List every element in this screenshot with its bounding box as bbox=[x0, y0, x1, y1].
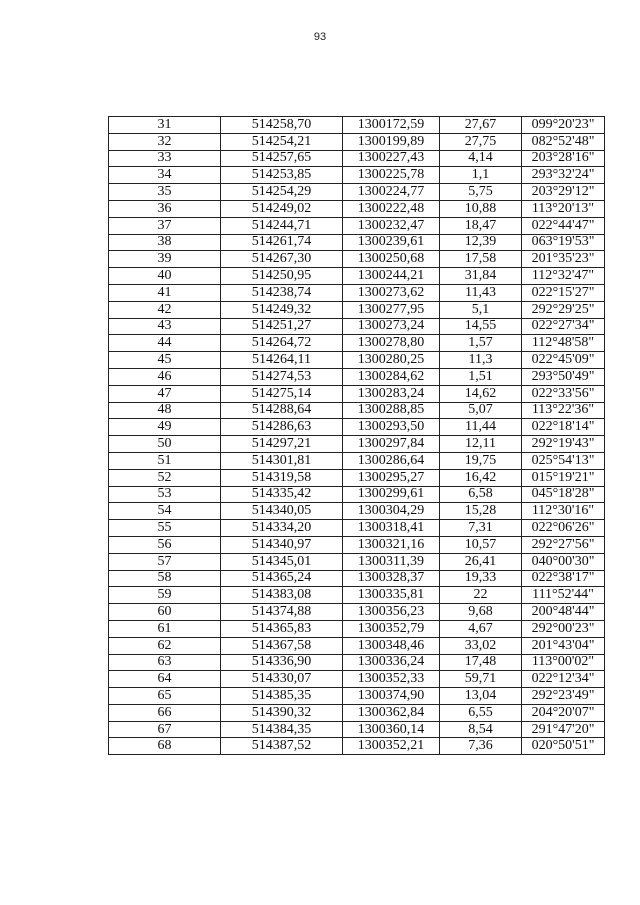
length-cell: 7,31 bbox=[440, 520, 522, 537]
length-cell: 9,68 bbox=[440, 604, 522, 621]
point-number-cell: 39 bbox=[109, 251, 221, 268]
y-coordinate-cell: 1300336,24 bbox=[343, 654, 440, 671]
direction-angle-cell: 292°19'43" bbox=[522, 436, 605, 453]
length-cell: 18,47 bbox=[440, 217, 522, 234]
y-coordinate-cell: 1300374,90 bbox=[343, 688, 440, 705]
table-row bbox=[109, 402, 605, 419]
y-coordinate-cell: 1300283,24 bbox=[343, 385, 440, 402]
point-number-cell: 40 bbox=[109, 268, 221, 285]
length-cell: 17,58 bbox=[440, 251, 522, 268]
point-number-cell: 56 bbox=[109, 536, 221, 553]
x-coordinate-cell: 514264,11 bbox=[221, 352, 343, 369]
point-number-cell: 37 bbox=[109, 217, 221, 234]
table-row bbox=[109, 352, 605, 369]
x-coordinate-cell: 514288,64 bbox=[221, 402, 343, 419]
y-coordinate-cell: 1300352,79 bbox=[343, 620, 440, 637]
table-row bbox=[109, 688, 605, 705]
x-coordinate-cell: 514374,88 bbox=[221, 604, 343, 621]
direction-angle-cell: 203°29'12" bbox=[522, 184, 605, 201]
length-cell: 11,43 bbox=[440, 284, 522, 301]
table-row bbox=[109, 436, 605, 453]
direction-angle-cell: 292°00'23" bbox=[522, 620, 605, 637]
table-row bbox=[109, 536, 605, 553]
x-coordinate-cell: 514330,07 bbox=[221, 671, 343, 688]
x-coordinate-cell: 514340,97 bbox=[221, 536, 343, 553]
point-number-cell: 51 bbox=[109, 452, 221, 469]
page-number: 93 bbox=[313, 31, 327, 43]
direction-angle-cell: 082°52'48" bbox=[522, 133, 605, 150]
direction-angle-cell: 022°27'34" bbox=[522, 318, 605, 335]
point-number-cell: 38 bbox=[109, 234, 221, 251]
coordinates-table bbox=[108, 116, 605, 755]
length-cell: 15,28 bbox=[440, 503, 522, 520]
x-coordinate-cell: 514250,95 bbox=[221, 268, 343, 285]
y-coordinate-cell: 1300328,37 bbox=[343, 570, 440, 587]
point-number-cell: 44 bbox=[109, 335, 221, 352]
direction-angle-cell: 022°44'47" bbox=[522, 217, 605, 234]
table-row bbox=[109, 570, 605, 587]
point-number-cell: 34 bbox=[109, 167, 221, 184]
direction-angle-cell: 293°50'49" bbox=[522, 368, 605, 385]
x-coordinate-cell: 514383,08 bbox=[221, 587, 343, 604]
coordinates-table-body bbox=[109, 117, 605, 755]
point-number-cell: 45 bbox=[109, 352, 221, 369]
length-cell: 16,42 bbox=[440, 469, 522, 486]
table-row bbox=[109, 469, 605, 486]
direction-angle-cell: 112°48'58" bbox=[522, 335, 605, 352]
x-coordinate-cell: 514334,20 bbox=[221, 520, 343, 537]
y-coordinate-cell: 1300199,89 bbox=[343, 133, 440, 150]
y-coordinate-cell: 1300224,77 bbox=[343, 184, 440, 201]
y-coordinate-cell: 1300299,61 bbox=[343, 486, 440, 503]
y-coordinate-cell: 1300244,21 bbox=[343, 268, 440, 285]
direction-angle-cell: 292°29'25" bbox=[522, 301, 605, 318]
y-coordinate-cell: 1300225,78 bbox=[343, 167, 440, 184]
table-row bbox=[109, 721, 605, 738]
table-row bbox=[109, 234, 605, 251]
x-coordinate-cell: 514257,65 bbox=[221, 150, 343, 167]
x-coordinate-cell: 514251,27 bbox=[221, 318, 343, 335]
direction-angle-cell: 200°48'44" bbox=[522, 604, 605, 621]
point-number-cell: 66 bbox=[109, 704, 221, 721]
direction-angle-cell: 022°12'34" bbox=[522, 671, 605, 688]
direction-angle-cell: 022°18'14" bbox=[522, 419, 605, 436]
point-number-cell: 46 bbox=[109, 368, 221, 385]
y-coordinate-cell: 1300295,27 bbox=[343, 469, 440, 486]
length-cell: 4,67 bbox=[440, 620, 522, 637]
table-row bbox=[109, 637, 605, 654]
length-cell: 13,04 bbox=[440, 688, 522, 705]
length-cell: 1,1 bbox=[440, 167, 522, 184]
y-coordinate-cell: 1300311,39 bbox=[343, 553, 440, 570]
y-coordinate-cell: 1300348,46 bbox=[343, 637, 440, 654]
x-coordinate-cell: 514249,32 bbox=[221, 301, 343, 318]
table-row bbox=[109, 251, 605, 268]
x-coordinate-cell: 514249,02 bbox=[221, 200, 343, 217]
point-number-cell: 35 bbox=[109, 184, 221, 201]
table-row bbox=[109, 604, 605, 621]
length-cell: 19,33 bbox=[440, 570, 522, 587]
x-coordinate-cell: 514335,42 bbox=[221, 486, 343, 503]
y-coordinate-cell: 1300227,43 bbox=[343, 150, 440, 167]
direction-angle-cell: 111°52'44" bbox=[522, 587, 605, 604]
point-number-cell: 58 bbox=[109, 570, 221, 587]
length-cell: 4,14 bbox=[440, 150, 522, 167]
direction-angle-cell: 204°20'07" bbox=[522, 704, 605, 721]
table-row bbox=[109, 553, 605, 570]
length-cell: 59,71 bbox=[440, 671, 522, 688]
direction-angle-cell: 113°22'36" bbox=[522, 402, 605, 419]
direction-angle-cell: 022°45'09" bbox=[522, 352, 605, 369]
table-row bbox=[109, 587, 605, 604]
point-number-cell: 33 bbox=[109, 150, 221, 167]
x-coordinate-cell: 514244,71 bbox=[221, 217, 343, 234]
table-row bbox=[109, 671, 605, 688]
x-coordinate-cell: 514238,74 bbox=[221, 284, 343, 301]
point-number-cell: 48 bbox=[109, 402, 221, 419]
length-cell: 11,3 bbox=[440, 352, 522, 369]
direction-angle-cell: 201°35'23" bbox=[522, 251, 605, 268]
y-coordinate-cell: 1300239,61 bbox=[343, 234, 440, 251]
y-coordinate-cell: 1300280,25 bbox=[343, 352, 440, 369]
y-coordinate-cell: 1300277,95 bbox=[343, 301, 440, 318]
length-cell: 5,1 bbox=[440, 301, 522, 318]
direction-angle-cell: 022°15'27" bbox=[522, 284, 605, 301]
length-cell: 12,39 bbox=[440, 234, 522, 251]
y-coordinate-cell: 1300278,80 bbox=[343, 335, 440, 352]
length-cell: 22 bbox=[440, 587, 522, 604]
length-cell: 33,02 bbox=[440, 637, 522, 654]
table-row bbox=[109, 452, 605, 469]
y-coordinate-cell: 1300362,84 bbox=[343, 704, 440, 721]
y-coordinate-cell: 1300293,50 bbox=[343, 419, 440, 436]
y-coordinate-cell: 1300352,33 bbox=[343, 671, 440, 688]
y-coordinate-cell: 1300232,47 bbox=[343, 217, 440, 234]
x-coordinate-cell: 514365,24 bbox=[221, 570, 343, 587]
point-number-cell: 42 bbox=[109, 301, 221, 318]
table-row bbox=[109, 503, 605, 520]
table-row bbox=[109, 268, 605, 285]
direction-angle-cell: 291°47'20" bbox=[522, 721, 605, 738]
table-row bbox=[109, 301, 605, 318]
x-coordinate-cell: 514254,29 bbox=[221, 184, 343, 201]
table-row bbox=[109, 385, 605, 402]
table-row bbox=[109, 486, 605, 503]
point-number-cell: 67 bbox=[109, 721, 221, 738]
direction-angle-cell: 112°32'47" bbox=[522, 268, 605, 285]
y-coordinate-cell: 1300318,41 bbox=[343, 520, 440, 537]
point-number-cell: 68 bbox=[109, 738, 221, 755]
table-row bbox=[109, 133, 605, 150]
table-row bbox=[109, 620, 605, 637]
x-coordinate-cell: 514301,81 bbox=[221, 452, 343, 469]
table-row bbox=[109, 284, 605, 301]
length-cell: 26,41 bbox=[440, 553, 522, 570]
direction-angle-cell: 113°00'02" bbox=[522, 654, 605, 671]
x-coordinate-cell: 514384,35 bbox=[221, 721, 343, 738]
point-number-cell: 59 bbox=[109, 587, 221, 604]
table-row bbox=[109, 654, 605, 671]
x-coordinate-cell: 514297,21 bbox=[221, 436, 343, 453]
x-coordinate-cell: 514336,90 bbox=[221, 654, 343, 671]
table-row bbox=[109, 117, 605, 134]
x-coordinate-cell: 514319,58 bbox=[221, 469, 343, 486]
length-cell: 11,44 bbox=[440, 419, 522, 436]
point-number-cell: 64 bbox=[109, 671, 221, 688]
direction-angle-cell: 099°20'23" bbox=[522, 117, 605, 134]
point-number-cell: 52 bbox=[109, 469, 221, 486]
length-cell: 7,36 bbox=[440, 738, 522, 755]
point-number-cell: 32 bbox=[109, 133, 221, 150]
y-coordinate-cell: 1300321,16 bbox=[343, 536, 440, 553]
x-coordinate-cell: 514275,14 bbox=[221, 385, 343, 402]
point-number-cell: 50 bbox=[109, 436, 221, 453]
length-cell: 14,62 bbox=[440, 385, 522, 402]
length-cell: 5,07 bbox=[440, 402, 522, 419]
y-coordinate-cell: 1300297,84 bbox=[343, 436, 440, 453]
point-number-cell: 31 bbox=[109, 117, 221, 134]
point-number-cell: 49 bbox=[109, 419, 221, 436]
y-coordinate-cell: 1300222,48 bbox=[343, 200, 440, 217]
table-row bbox=[109, 419, 605, 436]
point-number-cell: 62 bbox=[109, 637, 221, 654]
length-cell: 14,55 bbox=[440, 318, 522, 335]
point-number-cell: 36 bbox=[109, 200, 221, 217]
y-coordinate-cell: 1300304,29 bbox=[343, 503, 440, 520]
x-coordinate-cell: 514286,63 bbox=[221, 419, 343, 436]
x-coordinate-cell: 514367,58 bbox=[221, 637, 343, 654]
length-cell: 27,67 bbox=[440, 117, 522, 134]
table-row bbox=[109, 318, 605, 335]
point-number-cell: 55 bbox=[109, 520, 221, 537]
point-number-cell: 53 bbox=[109, 486, 221, 503]
y-coordinate-cell: 1300250,68 bbox=[343, 251, 440, 268]
direction-angle-cell: 045°18'28" bbox=[522, 486, 605, 503]
table-row bbox=[109, 704, 605, 721]
point-number-cell: 47 bbox=[109, 385, 221, 402]
direction-angle-cell: 292°27'56" bbox=[522, 536, 605, 553]
x-coordinate-cell: 514345,01 bbox=[221, 553, 343, 570]
table-row bbox=[109, 184, 605, 201]
y-coordinate-cell: 1300356,23 bbox=[343, 604, 440, 621]
direction-angle-cell: 203°28'16" bbox=[522, 150, 605, 167]
length-cell: 6,58 bbox=[440, 486, 522, 503]
point-number-cell: 60 bbox=[109, 604, 221, 621]
length-cell: 12,11 bbox=[440, 436, 522, 453]
x-coordinate-cell: 514274,53 bbox=[221, 368, 343, 385]
length-cell: 1,57 bbox=[440, 335, 522, 352]
table-row bbox=[109, 368, 605, 385]
y-coordinate-cell: 1300352,21 bbox=[343, 738, 440, 755]
point-number-cell: 63 bbox=[109, 654, 221, 671]
length-cell: 10,57 bbox=[440, 536, 522, 553]
direction-angle-cell: 022°06'26" bbox=[522, 520, 605, 537]
y-coordinate-cell: 1300286,64 bbox=[343, 452, 440, 469]
point-number-cell: 43 bbox=[109, 318, 221, 335]
y-coordinate-cell: 1300273,62 bbox=[343, 284, 440, 301]
length-cell: 1,51 bbox=[440, 368, 522, 385]
table-row bbox=[109, 150, 605, 167]
direction-angle-cell: 063°19'53" bbox=[522, 234, 605, 251]
table-row bbox=[109, 167, 605, 184]
x-coordinate-cell: 514254,21 bbox=[221, 133, 343, 150]
x-coordinate-cell: 514387,52 bbox=[221, 738, 343, 755]
y-coordinate-cell: 1300172,59 bbox=[343, 117, 440, 134]
length-cell: 17,48 bbox=[440, 654, 522, 671]
direction-angle-cell: 201°43'04" bbox=[522, 637, 605, 654]
length-cell: 6,55 bbox=[440, 704, 522, 721]
direction-angle-cell: 022°33'56" bbox=[522, 385, 605, 402]
direction-angle-cell: 293°32'24" bbox=[522, 167, 605, 184]
direction-angle-cell: 113°20'13" bbox=[522, 200, 605, 217]
x-coordinate-cell: 514253,85 bbox=[221, 167, 343, 184]
y-coordinate-cell: 1300284,62 bbox=[343, 368, 440, 385]
direction-angle-cell: 020°50'51" bbox=[522, 738, 605, 755]
x-coordinate-cell: 514365,83 bbox=[221, 620, 343, 637]
x-coordinate-cell: 514385,35 bbox=[221, 688, 343, 705]
length-cell: 31,84 bbox=[440, 268, 522, 285]
direction-angle-cell: 015°19'21" bbox=[522, 469, 605, 486]
x-coordinate-cell: 514264,72 bbox=[221, 335, 343, 352]
direction-angle-cell: 292°23'49" bbox=[522, 688, 605, 705]
direction-angle-cell: 112°30'16" bbox=[522, 503, 605, 520]
point-number-cell: 41 bbox=[109, 284, 221, 301]
length-cell: 10,88 bbox=[440, 200, 522, 217]
table-row bbox=[109, 738, 605, 755]
point-number-cell: 57 bbox=[109, 553, 221, 570]
direction-angle-cell: 025°54'13" bbox=[522, 452, 605, 469]
length-cell: 8,54 bbox=[440, 721, 522, 738]
y-coordinate-cell: 1300360,14 bbox=[343, 721, 440, 738]
x-coordinate-cell: 514258,70 bbox=[221, 117, 343, 134]
length-cell: 19,75 bbox=[440, 452, 522, 469]
x-coordinate-cell: 514267,30 bbox=[221, 251, 343, 268]
x-coordinate-cell: 514340,05 bbox=[221, 503, 343, 520]
point-number-cell: 61 bbox=[109, 620, 221, 637]
direction-angle-cell: 022°38'17" bbox=[522, 570, 605, 587]
length-cell: 27,75 bbox=[440, 133, 522, 150]
direction-angle-cell: 040°00'30" bbox=[522, 553, 605, 570]
point-number-cell: 65 bbox=[109, 688, 221, 705]
x-coordinate-cell: 514390,32 bbox=[221, 704, 343, 721]
y-coordinate-cell: 1300288,85 bbox=[343, 402, 440, 419]
point-number-cell: 54 bbox=[109, 503, 221, 520]
table-row bbox=[109, 520, 605, 537]
table-row bbox=[109, 200, 605, 217]
y-coordinate-cell: 1300273,24 bbox=[343, 318, 440, 335]
x-coordinate-cell: 514261,74 bbox=[221, 234, 343, 251]
table-row bbox=[109, 335, 605, 352]
table-row bbox=[109, 217, 605, 234]
y-coordinate-cell: 1300335,81 bbox=[343, 587, 440, 604]
length-cell: 5,75 bbox=[440, 184, 522, 201]
